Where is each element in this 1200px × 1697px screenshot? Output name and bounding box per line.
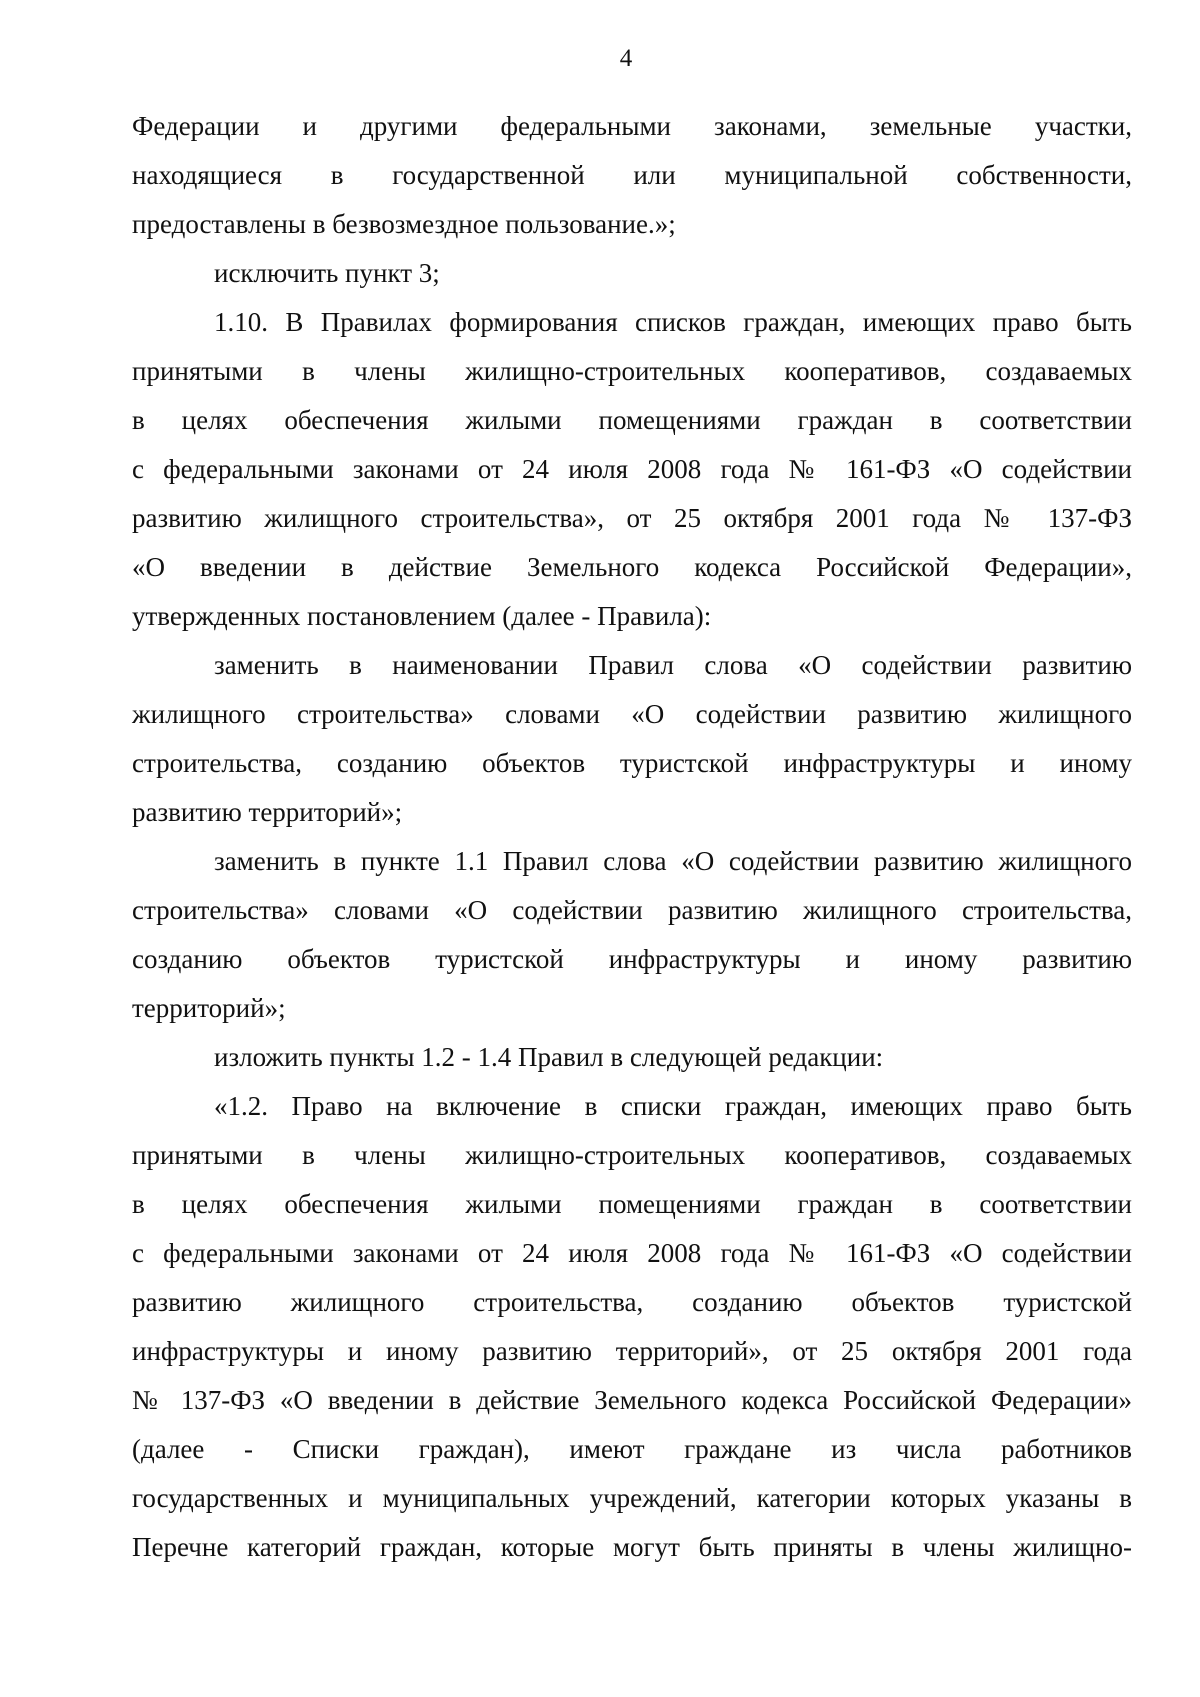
text-line: заменить в наименовании Правил слова «О содействии развитию — [214, 650, 1132, 680]
text-line: принятыми в члены жилищно-строительных кооперативов, создаваемых — [132, 1140, 1132, 1170]
text-line: заменить в пункте 1.1 Правил слова «О содействии развитию жилищного — [214, 846, 1132, 876]
text-line: жилищного строительства» словами «О содействии развитию жилищного — [132, 699, 1132, 729]
page-number: 4 — [619, 45, 633, 72]
text-line: инфраструктуры и иному развитию территорий», от 25 октября 2001 года — [132, 1336, 1132, 1366]
text-line: развитию жилищного строительства, созданию объектов туристской — [132, 1287, 1132, 1317]
text-line: в целях обеспечения жилыми помещениями граждан в соответствии — [132, 1189, 1132, 1219]
text-line: 1.10. В Правилах формирования списков граждан, имеющих право быть — [214, 307, 1132, 337]
text-line: изложить пункты 1.2 - 1.4 Правил в следующей редакции: — [214, 1042, 884, 1072]
text-line: развитию территорий»; — [132, 797, 403, 827]
text-line: Перечне категорий граждан, которые могут быть приняты в члены жилищно- — [132, 1532, 1132, 1562]
text-line: «1.2. Право на включение в списки граждан, имеющих право быть — [214, 1091, 1132, 1121]
text-line: в целях обеспечения жилыми помещениями граждан в соответствии — [132, 405, 1132, 435]
text-line: предоставлены в безвозмездное пользование.»; — [132, 209, 676, 239]
text-line: (далее - Списки граждан), имеют граждане из числа работников — [132, 1434, 1132, 1464]
text-line: строительства, созданию объектов туристской инфраструктуры и иному — [132, 748, 1132, 778]
text-line: Федерации и другими федеральными законами, земельные участки, — [132, 111, 1132, 141]
text-line: государственных и муниципальных учреждений, категории которых указаны в — [132, 1483, 1132, 1513]
text-line: территорий»; — [132, 993, 286, 1023]
text-line: с федеральными законами от 24 июля 2008 года № 161-ФЗ «О содействии — [132, 454, 1132, 484]
text-line: с федеральными законами от 24 июля 2008 года № 161-ФЗ «О содействии — [132, 1238, 1132, 1268]
document-body — [132, 102, 1132, 1572]
text-line: «О введении в действие Земельного кодекса Российской Федерации», — [132, 552, 1132, 582]
text-line: находящиеся в государственной или муниципальной собственности, — [132, 160, 1132, 190]
text-line: исключить пункт 3; — [214, 258, 440, 288]
text-line: № 137-ФЗ «О введении в действие Земельного кодекса Российской Федерации» — [132, 1385, 1132, 1415]
text-line: созданию объектов туристской инфраструктуры и иному развитию — [132, 944, 1132, 974]
text-line: развитию жилищного строительства», от 25 октября 2001 года № 137-ФЗ — [132, 503, 1132, 533]
text-line: строительства» словами «О содействии развитию жилищного строительства, — [132, 895, 1132, 925]
text-line: принятыми в члены жилищно-строительных кооперативов, создаваемых — [132, 356, 1132, 386]
text-line: утвержденных постановлением (далее - Правила): — [132, 601, 712, 631]
